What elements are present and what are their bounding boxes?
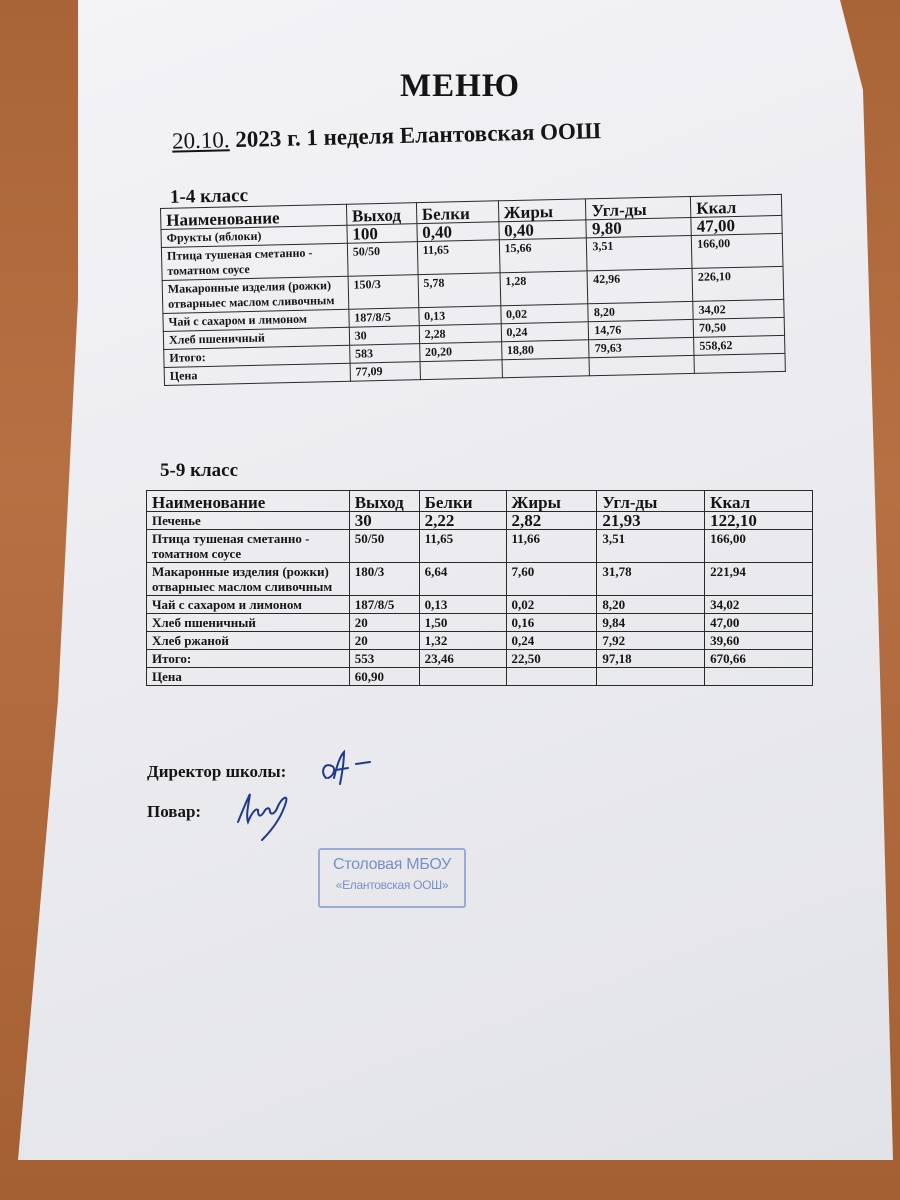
header-cell: Жиры (506, 491, 597, 512)
table-row (147, 632, 813, 650)
dish-name: Печенье (147, 512, 350, 530)
cell-ugl: 7,92 (597, 632, 705, 650)
cell-vyhod: 100 (347, 224, 417, 244)
cell-zhiry: 15,66 (499, 238, 588, 273)
cell-kcal: 34,02 (693, 299, 784, 319)
header-cell: Жиры (498, 199, 586, 222)
cell-zhiry: 0,24 (506, 632, 597, 650)
cell-vyhod: 150/3 (348, 275, 419, 310)
director-signature (318, 748, 378, 790)
menu-subtitle-rest: 2023 г. 1 неделя Елантовская ООШ (229, 118, 602, 153)
cell-zhiry: 1,28 (500, 271, 589, 306)
cell-kcal: 670,66 (705, 650, 813, 668)
menu-table-5-9 (146, 490, 813, 686)
header-cell: Угл-ды (586, 196, 691, 219)
cell-zhiry: 0,16 (506, 614, 597, 632)
cell-kcal: 34,02 (705, 596, 813, 614)
cell-ugl: 8,20 (588, 301, 693, 321)
price-value: 77,09 (350, 362, 420, 382)
cell-kcal: 70,50 (693, 317, 784, 337)
cell-vyhod: 30 (349, 326, 419, 346)
price-row (147, 668, 813, 686)
cell-zhiry: 0,40 (498, 220, 586, 240)
cell-vyhod: 553 (349, 650, 419, 668)
cell-zhiry: 7,60 (506, 563, 597, 596)
dish-name: Макаронные изделия (рожки) отварныес маслом сливочным (147, 563, 350, 596)
cell-kcal: 39,60 (705, 632, 813, 650)
cell-vyhod: 50/50 (347, 242, 418, 277)
table-row (147, 530, 813, 563)
cell-belki: 2,22 (419, 512, 506, 530)
cell-zhiry: 11,66 (506, 530, 597, 563)
cell-belki: 0,40 (417, 222, 499, 242)
header-cell: Белки (416, 201, 498, 224)
cell-kcal: 166,00 (691, 233, 783, 268)
cell-ugl: 42,96 (587, 268, 692, 303)
table-header-row (147, 491, 813, 512)
cell-belki: 6,64 (419, 563, 506, 596)
header-cell: Выход (349, 491, 419, 512)
cell-vyhod: 187/8/5 (349, 596, 419, 614)
cook-signature (232, 782, 298, 848)
cell-kcal: 226,10 (692, 266, 784, 301)
dish-name: Фрукты (яблоки) (161, 225, 347, 247)
cell-zhiry: 0,24 (501, 322, 589, 342)
cell-vyhod: 187/8/5 (349, 308, 419, 328)
cell-ugl: 97,18 (597, 650, 705, 668)
dish-name: Чай с сахаром и лимоном (163, 309, 349, 331)
cell-kcal: 47,00 (691, 215, 782, 235)
total-label: Итого: (164, 345, 350, 367)
cell-belki: 1,32 (419, 632, 506, 650)
total-label: Итого: (147, 650, 350, 668)
cell-kcal: 166,00 (705, 530, 813, 563)
cell-belki: 0,13 (419, 596, 506, 614)
dish-name: Птица тушеная сметанно - томатном соусе (161, 243, 347, 280)
cell-ugl: 3,51 (587, 235, 692, 270)
dish-name: Чай с сахаром и лимоном (147, 596, 350, 614)
stamp-line-2: «Елантовская ООШ» (335, 878, 449, 892)
canteen-stamp (318, 848, 466, 908)
cell-ugl: 3,51 (597, 530, 705, 563)
header-cell: Ккал (705, 491, 813, 512)
cell-ugl: 21,93 (597, 512, 705, 530)
table-row (147, 512, 813, 530)
table-row (147, 596, 813, 614)
cell-ugl: 14,76 (589, 319, 694, 339)
cell-belki: 1,50 (419, 614, 506, 632)
menu-table-1-4 (160, 194, 786, 386)
cell-vyhod: 20 (349, 614, 419, 632)
header-cell: Белки (419, 491, 506, 512)
header-cell: Ккал (691, 194, 782, 217)
dish-name: Птица тушеная сметанно - томатном соусе (147, 530, 350, 563)
cell-zhiry: 0,02 (506, 596, 597, 614)
stamp-line-1: Столовая МБОУ (333, 856, 451, 873)
section-label-5-9: 5-9 класс (160, 460, 239, 481)
cell-ugl: 31,78 (597, 563, 705, 596)
cook-label: Повар: (147, 802, 202, 821)
dish-name: Макаронные изделия (рожки) отварныес маслом сливочным (162, 276, 348, 313)
cell-ugl: 9,80 (586, 217, 691, 237)
cell-vyhod: 30 (349, 512, 419, 530)
dish-name: Хлеб пшеничный (147, 614, 350, 632)
price-label: Цена (147, 668, 350, 686)
cell-zhiry: 22,50 (506, 650, 597, 668)
header-cell: Наименование (161, 204, 347, 229)
cell-kcal: 122,10 (705, 512, 813, 530)
header-cell: Угл-ды (597, 491, 705, 512)
cell-belki: 20,20 (419, 342, 501, 362)
header-cell: Выход (346, 203, 416, 226)
cell-zhiry: 18,80 (501, 340, 589, 360)
cell-vyhod: 50/50 (349, 530, 419, 563)
header-cell: Наименование (147, 491, 350, 512)
cell-belki: 23,46 (419, 650, 506, 668)
menu-date: 20.10. (171, 127, 230, 154)
cell-zhiry: 0,02 (500, 304, 588, 324)
cell-kcal: 221,94 (705, 563, 813, 596)
price-label: Цена (164, 363, 350, 385)
cell-ugl: 9,84 (597, 614, 705, 632)
price-value: 60,90 (349, 668, 419, 686)
cell-vyhod: 20 (349, 632, 419, 650)
cell-ugl: 79,63 (589, 337, 694, 357)
table-row (147, 563, 813, 596)
cell-belki: 2,28 (419, 324, 501, 344)
menu-subtitle (172, 115, 712, 154)
cell-kcal: 558,62 (694, 335, 785, 355)
total-row (147, 650, 813, 668)
cell-vyhod: 583 (349, 344, 419, 364)
cell-zhiry: 2,82 (506, 512, 597, 530)
cell-belki: 11,65 (419, 530, 506, 563)
cell-vyhod: 180/3 (349, 563, 419, 596)
cell-belki: 11,65 (417, 240, 500, 275)
cell-belki: 0,13 (418, 306, 500, 326)
cell-belki: 5,78 (418, 273, 501, 308)
table-row (147, 614, 813, 632)
section-label-1-4: 1-4 класс (169, 185, 249, 208)
cell-kcal: 47,00 (705, 614, 813, 632)
dish-name: Хлеб пшеничный (163, 327, 349, 349)
director-label: Директор школы: (147, 762, 287, 781)
dish-name: Хлеб ржаной (147, 632, 350, 650)
page-title: МЕНЮ (400, 68, 520, 104)
cell-ugl: 8,20 (597, 596, 705, 614)
